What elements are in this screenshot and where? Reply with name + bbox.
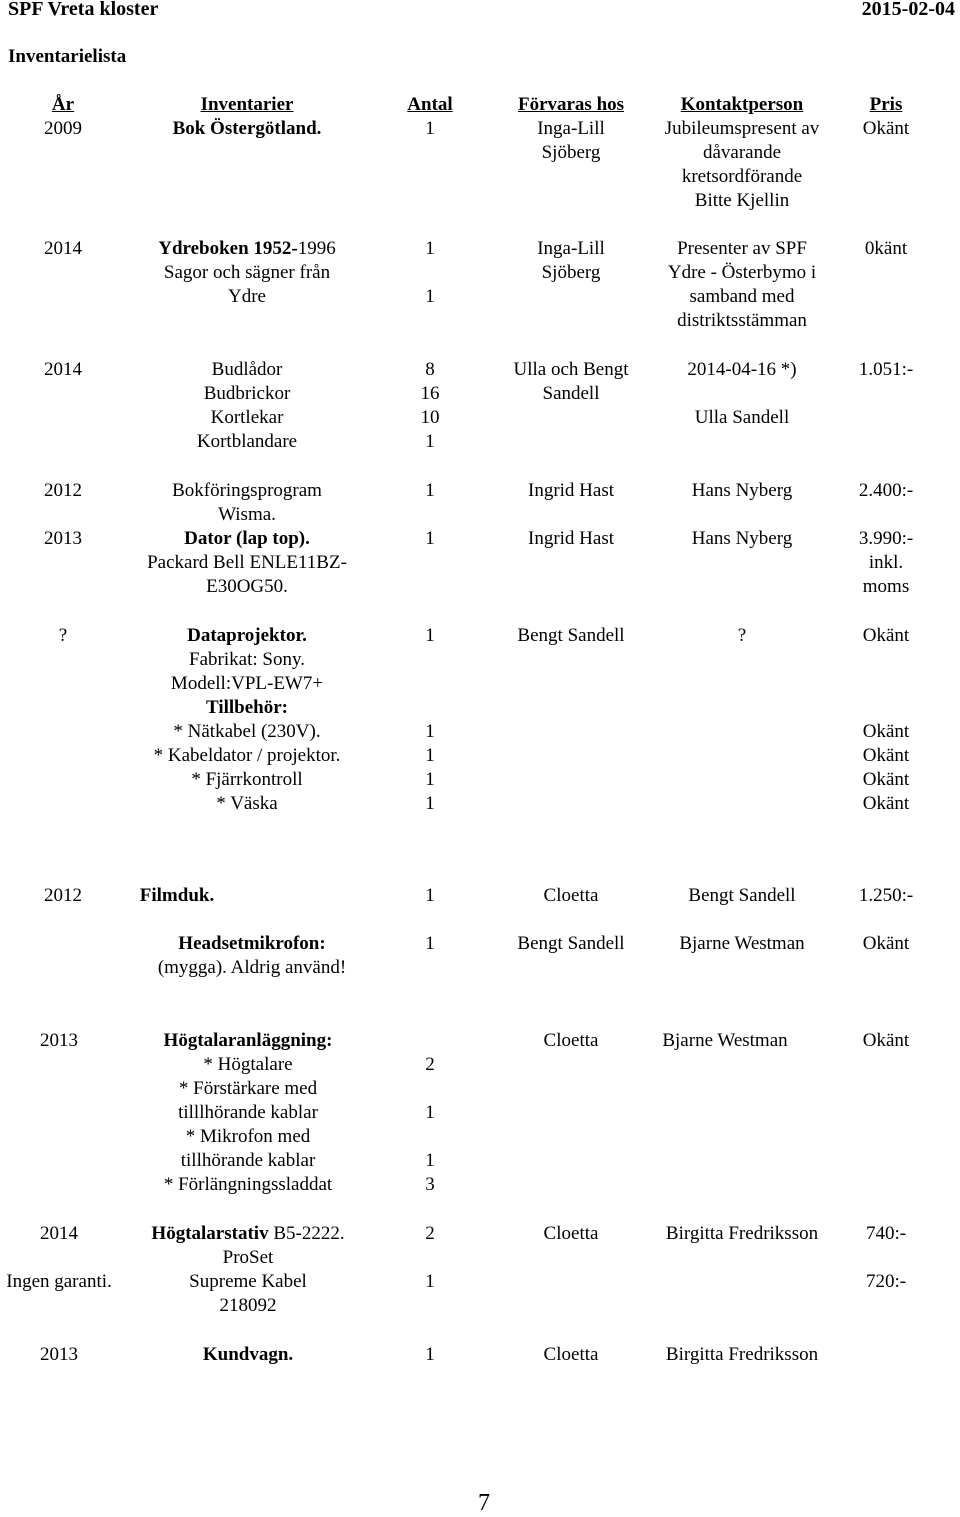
row-contact: dåvarande bbox=[702, 142, 782, 163]
row-contact: Jubileumspresent av bbox=[664, 118, 820, 139]
row-item: Bok Östergötland. bbox=[172, 118, 322, 139]
row-item-line: ProSet bbox=[222, 1247, 274, 1268]
row-contact: samband med bbox=[689, 286, 795, 307]
row-kept-by: Cloetta bbox=[543, 885, 599, 906]
row-price: Okänt bbox=[862, 933, 910, 954]
row-item-line: * Förstärkare med bbox=[178, 1078, 318, 1099]
row-qty: 1 bbox=[425, 528, 435, 549]
row-price: moms bbox=[862, 576, 910, 597]
row-qty: 1 bbox=[425, 1271, 435, 1292]
row-qty: 2 bbox=[425, 1223, 435, 1244]
row-qty: 1 bbox=[425, 745, 435, 766]
row-contact: Presenter av SPF bbox=[677, 238, 807, 259]
row-kept-by: Sandell bbox=[542, 383, 600, 404]
row-qty: 8 bbox=[425, 359, 435, 380]
row-item-line: * Förlängningssladdat bbox=[163, 1174, 333, 1195]
row-price: Okänt bbox=[862, 769, 910, 790]
row-contact: Hans Nyberg bbox=[691, 480, 793, 501]
row-qty: 1 bbox=[425, 933, 435, 954]
row-price: Okänt bbox=[862, 118, 910, 139]
accessory-item: * Väska bbox=[216, 793, 278, 814]
col-header-kept-by: Förvaras hos bbox=[517, 94, 625, 115]
row-qty: 10 bbox=[420, 407, 440, 428]
row-year: 2012 bbox=[44, 480, 82, 501]
row-price: 720:- bbox=[865, 1271, 907, 1292]
row-qty: 1 bbox=[425, 721, 435, 742]
row-year: 2013 bbox=[44, 528, 82, 549]
row-year: 2013 bbox=[40, 1030, 78, 1051]
row-item-line: * Mikrofon med bbox=[185, 1126, 311, 1147]
row-item-line: tillhörande kablar bbox=[180, 1150, 316, 1171]
row-kept-by: Bengt Sandell bbox=[517, 625, 625, 646]
row-price: Okänt bbox=[862, 721, 910, 742]
row-qty: 1 bbox=[425, 431, 435, 452]
row-item-title: Headsetmikrofon: bbox=[178, 933, 326, 954]
row-price: Okänt bbox=[862, 625, 910, 646]
page-number: 7 bbox=[478, 1490, 490, 1516]
row-item-line: 218092 bbox=[219, 1295, 277, 1316]
row-kept-by: Cloetta bbox=[543, 1344, 599, 1365]
row-item-title: Dator (lap top). bbox=[184, 528, 310, 549]
accessory-item: * Kabeldator / projektor. bbox=[153, 745, 341, 766]
col-header-price: Pris bbox=[869, 94, 903, 115]
row-contact: Ydre - Österbymo i bbox=[667, 262, 817, 283]
row-year: 2014 bbox=[44, 238, 82, 259]
row-qty: 1 bbox=[425, 769, 435, 790]
row-price: 3.990:- bbox=[858, 528, 914, 549]
row-price: 1.250:- bbox=[858, 885, 914, 906]
row-year: 2014 bbox=[40, 1223, 78, 1244]
row-qty: 1 bbox=[425, 625, 435, 646]
row-price: Okänt bbox=[862, 1030, 910, 1051]
row-qty: 3 bbox=[425, 1174, 435, 1195]
row-year: 2012 bbox=[44, 885, 82, 906]
accessories-heading: Tillbehör: bbox=[206, 697, 288, 718]
row-contact: Bitte Kjellin bbox=[694, 190, 790, 211]
row-contact: Bjarne Westman bbox=[662, 1030, 788, 1051]
row-item-line: E30OG50. bbox=[206, 576, 288, 597]
col-header-contact: Kontaktperson bbox=[680, 94, 804, 115]
row-contact: Bjarne Westman bbox=[679, 933, 805, 954]
row-item-line: Wisma. bbox=[218, 504, 276, 525]
row-item-line: (mygga). Aldrig använd! bbox=[157, 957, 347, 978]
row-contact: Birgitta Fredriksson bbox=[665, 1223, 819, 1244]
row-item: Kundvagn. bbox=[202, 1344, 294, 1365]
row-year: ? bbox=[58, 625, 68, 646]
row-item-line: Sagor och sägner från bbox=[163, 262, 331, 283]
row-kept-by: Ingrid Hast bbox=[527, 528, 615, 549]
row-kept-by: Ingrid Hast bbox=[527, 480, 615, 501]
row-qty: 1 bbox=[425, 1344, 435, 1365]
row-qty: 1 bbox=[425, 480, 435, 501]
row-price: 2.400:- bbox=[858, 480, 914, 501]
row-item-title: Högtalarstativ B5-2222. bbox=[151, 1223, 345, 1244]
row-item-line: * Högtalare bbox=[203, 1054, 293, 1075]
row-kept-by: Sjöberg bbox=[541, 262, 601, 283]
row-qty: 1 bbox=[425, 885, 435, 906]
col-header-qty: Antal bbox=[407, 94, 453, 115]
row-kept-by: Ulla och Bengt bbox=[513, 359, 629, 380]
row-item-line: tilllhörande kablar bbox=[178, 1102, 318, 1123]
row-qty: 1 bbox=[425, 238, 435, 259]
row-item-line: Kortblandare bbox=[196, 431, 298, 452]
row-item-line: Budbrickor bbox=[203, 383, 291, 404]
row-contact: 2014-04-16 *) bbox=[687, 359, 797, 380]
row-kept-by: Cloetta bbox=[543, 1030, 599, 1051]
row-year: 2009 bbox=[44, 118, 82, 139]
row-kept-by: Cloetta bbox=[543, 1223, 599, 1244]
row-kept-by: Bengt Sandell bbox=[517, 933, 625, 954]
row-qty: 1 bbox=[425, 1150, 435, 1171]
row-contact: kretsordförande bbox=[681, 166, 803, 187]
row-qty: 2 bbox=[425, 1054, 435, 1075]
accessory-item: * Nätkabel (230V). bbox=[173, 721, 321, 742]
row-year: 2014 bbox=[44, 359, 82, 380]
row-contact: Bengt Sandell bbox=[688, 885, 796, 906]
row-note: Ingen garanti. bbox=[6, 1271, 112, 1292]
document-date: 2015-02-04 bbox=[861, 0, 955, 20]
col-header-year: År bbox=[51, 94, 75, 115]
row-price: 0känt bbox=[864, 238, 908, 259]
row-price: 740:- bbox=[865, 1223, 907, 1244]
row-price: 1.051:- bbox=[858, 359, 914, 380]
row-qty: 16 bbox=[420, 383, 440, 404]
row-qty: 1 bbox=[425, 793, 435, 814]
row-kept-by: Inga-Lill bbox=[537, 238, 605, 259]
row-qty: 1 bbox=[425, 118, 435, 139]
row-item-line: Budlådor bbox=[211, 359, 283, 380]
accessory-item: * Fjärrkontroll bbox=[191, 769, 303, 790]
org-name: SPF Vreta kloster bbox=[8, 0, 159, 20]
row-kept-by: Inga-Lill bbox=[537, 118, 605, 139]
row-item-line: Bokföringsprogram bbox=[172, 480, 322, 501]
row-contact: Ulla Sandell bbox=[694, 407, 790, 428]
row-year: 2013 bbox=[40, 1344, 78, 1365]
page-title: Inventarielista bbox=[8, 46, 127, 67]
row-contact: Birgitta Fredriksson bbox=[665, 1344, 819, 1365]
row-item-line: Ydre bbox=[228, 286, 266, 307]
row-item-title: Högtalaranläggning: bbox=[163, 1030, 333, 1051]
row-item-line: Packard Bell ENLE11BZ- bbox=[147, 552, 347, 573]
row-qty: 1 bbox=[425, 1102, 435, 1123]
row-item-title: Ydreboken 1952-1996 bbox=[158, 238, 336, 259]
row-qty: 1 bbox=[425, 286, 435, 307]
row-contact: distriktsstämman bbox=[677, 310, 807, 331]
row-price: inkl. bbox=[868, 552, 904, 573]
row-price: Okänt bbox=[862, 793, 910, 814]
row-kept-by: Sjöberg bbox=[541, 142, 601, 163]
row-contact: ? bbox=[737, 625, 747, 646]
row-item-line: Fabrikat: Sony. bbox=[189, 649, 305, 670]
row-item-line: Supreme Kabel bbox=[189, 1271, 307, 1292]
row-item-line: Modell:VPL-EW7+ bbox=[170, 673, 324, 694]
row-item-title: Dataprojektor. bbox=[187, 625, 307, 646]
row-item: Filmduk. bbox=[139, 885, 215, 906]
row-item-line: Kortlekar bbox=[210, 407, 284, 428]
row-contact: Hans Nyberg bbox=[691, 528, 793, 549]
col-header-item: Inventarier bbox=[200, 94, 294, 115]
row-price: Okänt bbox=[862, 745, 910, 766]
